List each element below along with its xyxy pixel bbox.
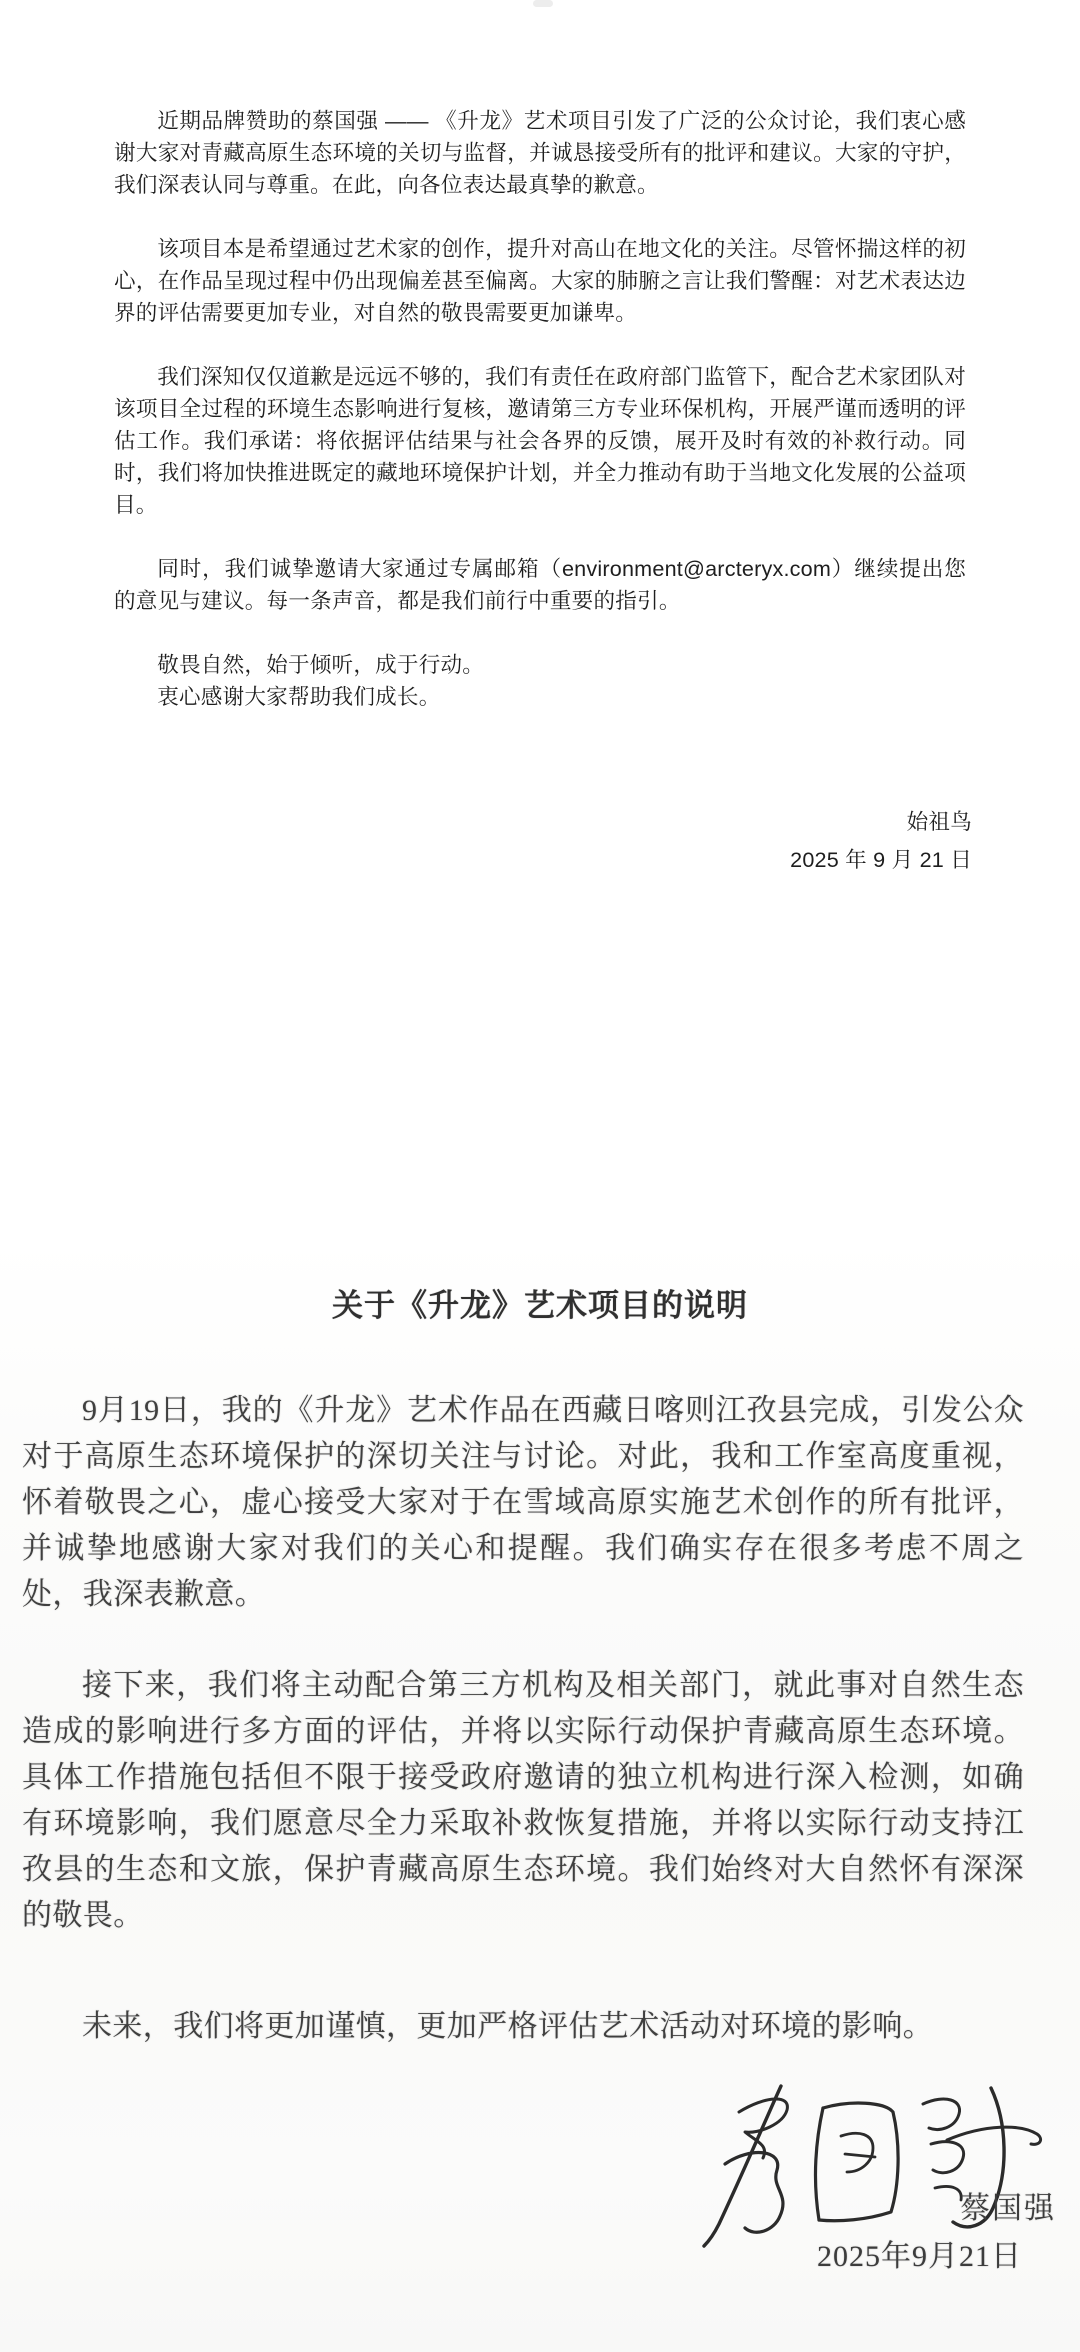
brand-closing-line-1: 敬畏自然，始于倾听，成于行动。 [157,652,485,677]
brand-paragraph-2: 该项目本是希望通过艺术家的创作，提升对高山在地文化的关注。尽管怀揣这样的初心，在作品呈现过程中仍出现偏差甚至偏离。大家的肺腑之言让我们警醒：对艺术表达边界的评估需要更加专业，对自然的敬畏需要更加谦卑。 [114,236,966,325]
brand-paragraph-3: 我们深知仅仅道歉是远远不够的，我们有责任在政府部门监管下，配合艺术家团队对该项目全过程的环境生态影响进行复核，邀请第三方专业环保机构，开展严谨而透明的评估工作。我们承诺：将依据评估结果与社会各界的反馈，展开及时有效的补救行动。同时，我们将加快推进既定的藏地环境保护计划，并全力推动有助于当地文化发展的公益项目。 [114,364,966,517]
artist-statement-date: 2025年9月21日 [817,2240,1022,2273]
brand-signer-name: 始祖鸟 [906,809,972,834]
brand-signature-block [114,806,972,876]
brand-statement [114,105,966,713]
brand-paragraph-4: 同时，我们诚挚邀请大家通过专属邮箱（environment@arcteryx.com）继续提出您的意见与建议。每一条声音，都是我们前行中重要的指引。 [114,556,966,613]
artist-signer-name: 蔡国强 [960,2192,1056,2225]
brand-closing-line-2: 衷心感谢大家帮助我们成长。 [157,684,441,709]
artist-statement-title: 关于《升龙》艺术项目的说明 [332,1288,748,1323]
brand-statement-date: 2025 年 9 月 21 日 [790,847,972,872]
artist-statement [22,1388,1024,2050]
scan-artifact [533,0,553,7]
brand-paragraph-1: 近期品牌赞助的蔡国强 —— 《升龙》艺术项目引发了广泛的公众讨论，我们衷心感谢大家对青藏高原生态环境的关切与监督，并诚恳接受所有的批评和建议。大家的守护，我们深表认同与尊重。在此，向各位表达最真挚的歉意。 [114,108,966,197]
artist-paragraph-3: 未来，我们将更加谨慎，更加严格评估艺术活动对环境的影响。 [82,2010,934,2043]
artist-paragraph-2: 接下来，我们将主动配合第三方机构及相关部门，就此事对自然生态造成的影响进行多方面的评估，并将以实际行动保护青藏高原生态环境。具体工作措施包括但不限于接受政府邀请的独立机构进行深入检测，如确有环境影响，我们愿意尽全力采取补救恢复措施，并将以实际行动支持江孜县的生态和文旅，保护青藏高原生态环境。我们始终对大自然怀有深深的敬畏。 [22,1669,1024,1932]
artist-paragraph-1: 9月19日，我的《升龙》艺术作品在西藏日喀则江孜县完成，引发公众对于高原生态环境保护的深切关注与讨论。对此，我和工作室高度重视，怀着敬畏之心，虚心接受大家对于在雪域高原实施艺术创作的所有批评，并诚挚地感谢大家对我们的关心和提醒。我们确实存在很多考虑不周之处，我深表歉意。 [22,1394,1024,1611]
